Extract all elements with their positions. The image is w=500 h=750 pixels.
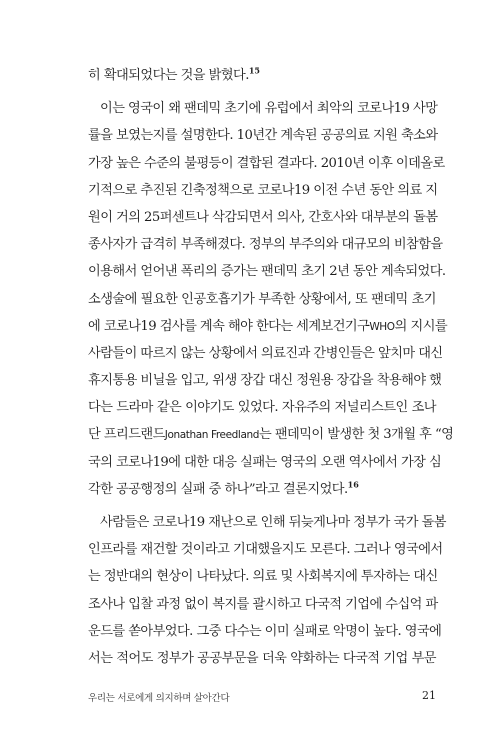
text-line	[88, 286, 436, 313]
text-segment: 에 코로나19 검사를 계속 해야 한다는 세계보건기구	[88, 318, 370, 334]
text-line	[88, 536, 443, 563]
latin-term: Jonathan Freedland	[164, 429, 260, 442]
text-segment: 국의 코로나19에 대한 대응 실패는 영국의 오랜 역사에서 가장 심	[88, 454, 442, 470]
text-segment: 휴지통용 비닐을 입고, 위생 장갑 대신 정원용 장갑을 착용해야 했	[88, 373, 442, 389]
text-segment: 다는 드라마 같은 이야기도 있었다. 자유주의 저널리스트인 조나	[88, 400, 436, 416]
text-segment: 사람들이 따르지 않는 상황에서 의료진과 간병인들은 앞치마 대신	[88, 345, 443, 361]
text-segment: 의 지시를	[394, 318, 448, 334]
text-line	[88, 476, 436, 503]
text-segment: 운드를 쏟아부었다. 그중 다수는 이미 실패로 악명이 높다. 영국에	[88, 623, 442, 639]
text-line	[88, 421, 454, 448]
body-text	[88, 62, 454, 672]
latin-term: WHO	[369, 320, 395, 333]
text-line	[88, 62, 436, 89]
text-line	[88, 618, 442, 645]
text-segment: 단 프리드랜드	[88, 427, 165, 443]
text-segment: 이는 영국이 왜 팬데믹 초기에 유럽에서 최악의 코로나19 사망	[100, 101, 438, 117]
text-line	[88, 645, 436, 672]
text-segment: 는 팬데믹이 발생한 첫 3개월 후 “영	[259, 427, 454, 443]
text-line	[88, 563, 436, 590]
text-segment: 기적으로 추진된 긴축정책으로 코로나19 이전 수년 동안 의료 지	[88, 182, 438, 198]
text-segment: 가장 높은 수준의 불평등이 결합된 결과다. 2010년 이후 이데올로	[88, 155, 445, 171]
page-footer	[88, 690, 436, 710]
text-line	[88, 231, 443, 258]
text-line	[88, 122, 436, 149]
text-segment: 사람들은 코로나19 재난으로 인해 뒤늦게나마 정부가 국가 돌봄	[100, 515, 446, 530]
text-segment: 인프라를 재건할 것이라고 기대했을지도 모른다. 그러나 영국에서	[88, 542, 443, 558]
text-segment: 히 확대되었다는 것을 밝혔다.	[88, 68, 249, 83]
footnote-marker[interactable]: 15	[248, 65, 260, 76]
text-segment: 원이 거의 25퍼센트나 삭감되면서 의사, 간호사와 대부분의 돌봄	[88, 209, 438, 225]
text-segment: 종사자가 급격히 부족해졌다. 정부의 부주의와 대규모의 비참함을	[88, 237, 443, 253]
text-line	[88, 204, 436, 231]
text-line	[88, 313, 448, 340]
running-head: 우리는 서로에게 의지하며 살아간다	[88, 693, 230, 704]
text-segment: 각한 공공행정의 실패 중 하나”라고 결론지었다.	[88, 481, 348, 497]
text-line	[88, 95, 436, 122]
text-line	[88, 177, 436, 204]
text-line	[88, 509, 446, 536]
text-segment: 서는 적어도 정부가 공공부문을 더욱 약화하는 다국적 기업 부문	[88, 650, 436, 666]
text-line	[88, 394, 436, 421]
footnote-marker[interactable]: 16	[347, 479, 359, 490]
text-line	[88, 449, 442, 476]
text-segment: 조사나 입찰 과정 없이 복지를 괄시하고 다국적 기업에 수십억 파	[88, 596, 438, 612]
text-line	[88, 367, 442, 394]
text-segment: 는 정반대의 현상이 나타났다. 의료 및 사회복지에 투자하는 대신	[88, 569, 438, 585]
text-line	[88, 340, 443, 367]
page-number: 21	[422, 689, 436, 702]
text-segment: 이용해서 얻어낸 폭리의 증가는 팬데믹 초기 2년 동안 계속되었다.	[88, 264, 446, 280]
text-segment: 률을 보였는지를 설명한다. 10년간 계속된 공공의료 지원 축소와	[88, 128, 438, 144]
text-line	[88, 591, 436, 618]
text-line	[88, 258, 446, 285]
text-line	[88, 150, 445, 177]
text-segment: 소생술에 필요한 인공호흡기가 부족한 상황에서, 또 팬데믹 초기	[88, 291, 436, 307]
